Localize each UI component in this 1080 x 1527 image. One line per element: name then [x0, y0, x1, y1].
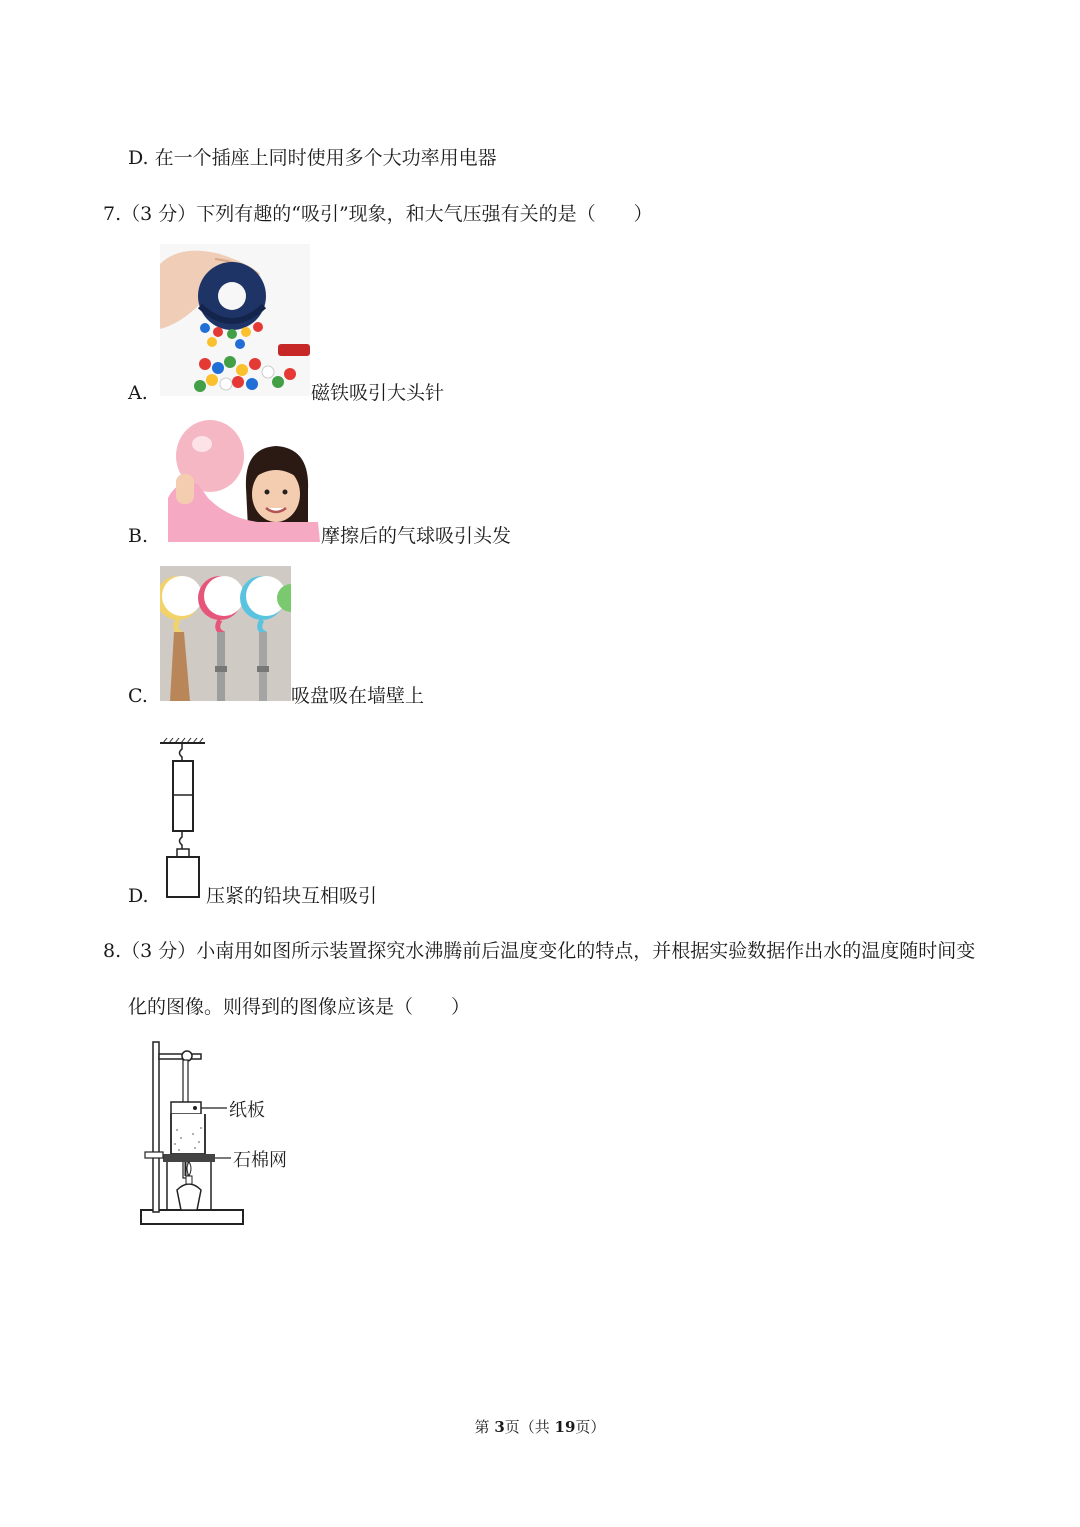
q6-option-d: D. 在一个插座上同时使用多个大功率用电器 — [128, 147, 497, 169]
q8-stem-line1: 8.（3 分）小南用如图所示装置探究水沸腾前后温度变化的特点，并根据实验数据作出水的温度随时间变 — [103, 940, 976, 962]
q7-option-d-caption: 压紧的铅块互相吸引 — [206, 885, 378, 907]
q7-option-c-caption: 吸盘吸在墙壁上 — [291, 685, 425, 707]
footer-prefix: 第 — [474, 1418, 495, 1436]
q7-option-b-letter: B. — [128, 525, 149, 547]
footer-middle: 页（共 — [504, 1418, 555, 1436]
q7-option-a-letter: A. — [128, 382, 148, 404]
q7-option-b-caption: 摩擦后的气球吸引头发 — [321, 525, 512, 547]
q7-option-d-letter: D. — [128, 885, 149, 907]
page-footer — [0, 1416, 1080, 1437]
q7-option-c-letter: C. — [128, 685, 148, 707]
label-gauze: 石棉网 — [233, 1150, 287, 1171]
footer-page-number: 3 — [494, 1418, 505, 1436]
q7-d-image — [155, 735, 210, 900]
q7-b-image — [168, 418, 320, 542]
footer-suffix: 页） — [575, 1418, 606, 1436]
footer-total-pages: 19 — [554, 1418, 576, 1436]
q7-c-image — [160, 566, 291, 701]
q8-apparatus-figure — [135, 1038, 300, 1230]
q7-option-a-caption: 磁铁吸引大头针 — [311, 382, 445, 404]
q7-a-image — [160, 244, 310, 396]
label-board: 纸板 — [229, 1100, 265, 1121]
q7-stem: 7.（3 分）下列有趣的“吸引”现象，和大气压强有关的是（ ） — [103, 203, 653, 225]
q8-stem-line2: 化的图像。则得到的图像应该是（ ） — [128, 996, 471, 1018]
